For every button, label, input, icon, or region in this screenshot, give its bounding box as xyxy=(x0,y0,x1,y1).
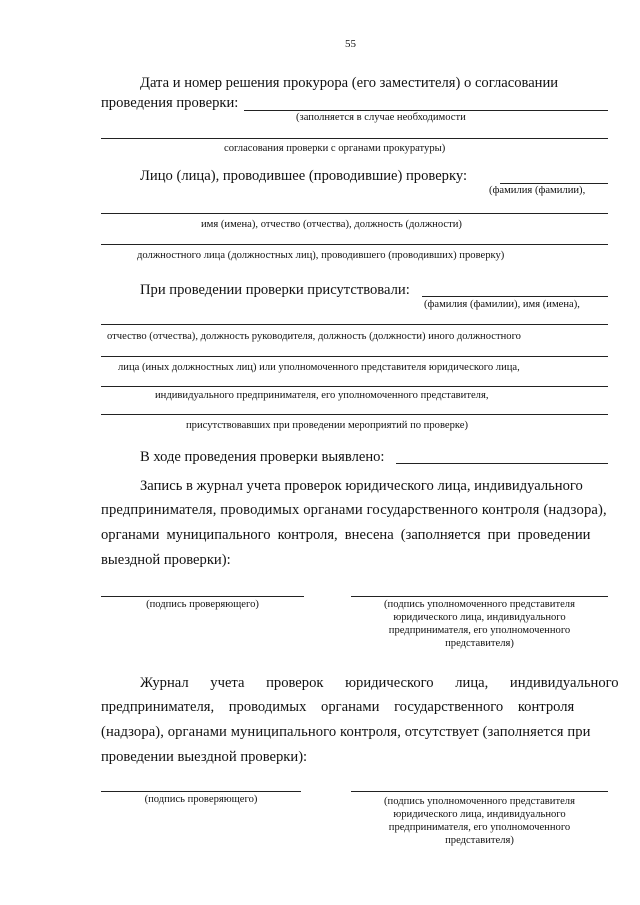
journal-entry-line4: выездной проверки): xyxy=(101,552,231,568)
prosecutor-hint1: (заполняется в случае необходимости xyxy=(296,112,466,123)
present-hint1: (фамилия (фамилии), имя (имена), xyxy=(424,299,580,310)
rep-caption-2-line3: предпринимателя, его уполномоченного xyxy=(388,822,571,833)
inspector-field3[interactable] xyxy=(101,244,608,245)
inspector-hint3: должностного лица (должностных лиц), проводившего (проводивших) проверку) xyxy=(137,250,505,261)
findings-label: В ходе проведения проверки выявлено: xyxy=(140,449,385,465)
inspector-field1[interactable] xyxy=(500,183,608,184)
rep-caption-2-line1: (подпись уполномоченного представителя xyxy=(384,796,575,807)
present-label: При проведении проверки присутствовали: xyxy=(140,282,410,298)
present-field2[interactable] xyxy=(101,324,608,325)
journal-entry-line3: органами муниципального контроля, внесена (заполняется при проведении xyxy=(101,527,591,543)
inspector-signature-line-2[interactable] xyxy=(101,791,301,792)
prosecutor-decision-line1 xyxy=(140,75,608,92)
inspector-label: Лицо (лица), проводившее (проводившие) проверку: xyxy=(140,168,468,184)
present-hint3: лица (иных должностных лиц) или уполномоченного представителя юридического лица, xyxy=(118,362,520,373)
prosecutor-decision-field2[interactable] xyxy=(101,138,608,139)
present-field3[interactable] xyxy=(101,356,608,357)
rep-caption-1-line1: (подпись уполномоченного представителя xyxy=(384,599,575,610)
inspector-signature-caption-2: (подпись проверяющего) xyxy=(144,794,258,805)
prosecutor-decision-line2: проведения проверки: xyxy=(101,95,239,111)
journal-absent-line3: (надзора), органами муниципального контроля, отсутствует (заполняется при xyxy=(101,724,591,740)
representative-signature-line-1[interactable] xyxy=(351,596,608,597)
inspector-signature-caption-1: (подпись проверяющего) xyxy=(146,599,259,610)
rep-caption-1-line3: предпринимателя, его уполномоченного xyxy=(388,625,571,636)
inspector-field2[interactable] xyxy=(101,213,608,214)
present-hint2: отчество (отчества), должность руководителя, должность (должности) иного должностного xyxy=(107,331,521,342)
prosecutor-decision-field[interactable] xyxy=(244,110,608,111)
rep-caption-2-line2: юридического лица, индивидуального xyxy=(393,809,566,820)
journal-absent-line2: предпринимателя, проводимых органами государственного контроля xyxy=(101,699,575,715)
rep-caption-2-line4: представителя) xyxy=(445,835,514,846)
journal-entry-text1: Запись в журнал учета проверок юридического лица, индивидуального xyxy=(140,478,583,494)
journal-absent-text1: Журнал учета проверок юридического лица, индивидуального xyxy=(140,675,619,691)
representative-signature-caption-1 xyxy=(351,598,608,650)
journal-entry-line1 xyxy=(140,478,608,495)
prosecutor-decision-text: Дата и номер решения прокурора (его заместителя) о согласовании xyxy=(140,75,559,91)
present-hint5: присутствовавших при проведении мероприятий по проверке) xyxy=(186,420,469,431)
representative-signature-caption-2 xyxy=(351,795,608,847)
rep-caption-1-line2: юридического лица, индивидуального xyxy=(393,612,566,623)
present-hint4: индивидуального предпринимателя, его уполномоченного представителя, xyxy=(155,390,489,401)
representative-signature-line-2[interactable] xyxy=(351,791,608,792)
journal-entry-line2: предпринимателя, проводимых органами государственного контроля (надзора), xyxy=(101,502,607,518)
journal-absent-line1 xyxy=(140,675,619,692)
present-field1[interactable] xyxy=(422,296,608,297)
rep-caption-1-line4: представителя) xyxy=(445,638,514,649)
journal-absent-line4: проведении выездной проверки): xyxy=(101,749,308,765)
findings-field[interactable] xyxy=(396,463,608,464)
page-number: 55 xyxy=(345,38,356,50)
present-field4[interactable] xyxy=(101,386,608,387)
present-field5[interactable] xyxy=(101,414,608,415)
inspector-signature-line-1[interactable] xyxy=(101,596,304,597)
inspector-hint1: (фамилия (фамилии), xyxy=(489,185,586,196)
prosecutor-hint2: согласования проверки с органами прокуратуры) xyxy=(224,143,446,154)
inspector-hint2: имя (имена), отчество (отчества), должность (должности) xyxy=(201,219,462,230)
